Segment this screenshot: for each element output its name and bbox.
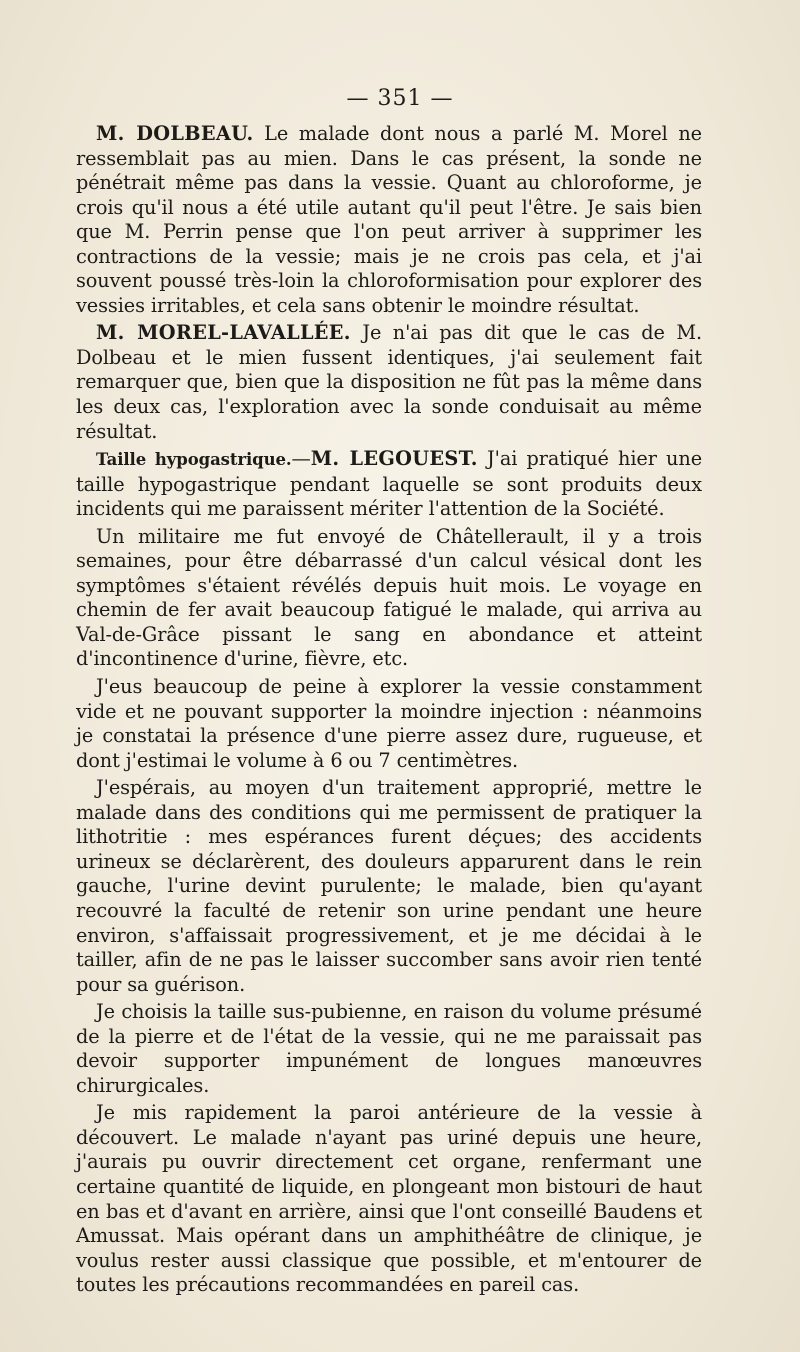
paragraph-operation: Je mis rapidement la paroi antérieure de la vessie à découvert. Le malade n'ayant pas uriné depuis une heure, j'aurais pu ouvrir directement cet organe, renfermant une certaine quantité de liquide, en plongeant mon bistouri de haut en bas et d'avant en arrière, ainsi que l'ont conseillé Baudens et Amussat. Mais opérant dans un amphithéâtre de clinique, je voulus rester aussi classique que possible, et m'entourer de toutes les précautions recommandées en pareil cas.	[76, 1101, 702, 1297]
speaker-name: M. DOLBEAU.	[96, 122, 254, 145]
paragraph-text: J'ai pratiqué hier une taille hypogastrique pendant laquelle se sont produits deux incidents qui me paraissent mériter l'attention de la Société.	[76, 447, 703, 521]
speaker-name: M. MOREL-LAVALLÉE.	[96, 321, 351, 345]
paragraph-exploration: J'eus beaucoup de peine à explorer la vessie constamment vide et ne pouvant supporter la moindre injection : néanmoins je constatai la présence d'une pierre assez dure, rugueuse, et dont j'estimai le volume à 6 ou 7 centimètres.	[76, 675, 702, 772]
paragraph-treatment: J'espérais, au moyen d'un traitement approprié, mettre le malade dans des conditions qui me permissent de pratiquer la lithotritie : mes espérances furent déçues; des accidents urineux se déclarèrent, des douleurs apparurent dans le rein gauche, l'urine devint purulente; le malade, bien qu'ayant recouvré la faculté de retenir son urine pendant une heure environ, s'affaissait progressivement, et je me décidai à le tailler, afin de ne pas le laisser succomber sans avoir rien tenté pour sa guérison.	[76, 776, 702, 996]
paragraph-suprapubic: Je choisis la taille sus-pubienne, en raison du volume présumé de la pierre et de l'état de la vessie, qui ne me paraissait pas devoir supporter impunément de longues manœuvres chirurgicales.	[76, 1000, 702, 1097]
page-number: — 351 —	[346, 86, 454, 111]
page-body	[76, 122, 702, 1298]
paragraph-military-patient: Un militaire me fut envoyé de Châtellerault, il y a trois semaines, pour être débarrassé d'un calcul vésical dont les symptômes s'étaient révélés depuis huit mois. Le voyage en chemin de fer avait beaucoup fatigué le malade, qui arriva au Val-de-Grâce pissant le sang en abondance et atteint d'incontinence d'urine, fièvre, etc.	[76, 524, 702, 671]
paragraph-text: Je n'ai pas dit que le cas de M. Dolbeau et le mien fussent identiques, j'ai seulement fait remarquer que, bien que la disposition ne fût pas la même dans les deux cas, l'exploration avec la sonde conduisait au même résultat.	[76, 321, 703, 443]
paragraph-legouest: Taille hypogastrique.—M. LEGOUEST. J'ai pratiqué hier une taille hypogastrique pendant laquelle se sont produits deux incidents qui me paraissent mériter l'attention de la Société.	[76, 447, 703, 521]
speaker-name: M. LEGOUEST.	[310, 447, 478, 471]
section-rubric: Taille hypogastrique.	[96, 450, 292, 470]
paragraph-text: Le malade dont nous a parlé M. Morel ne ressemblait pas au mien. Dans le cas présent, la sonde ne pénétrait même pas dans la vessie. Quant au chloroforme, je crois qu'il nous a été utile autant qu'il peut l'être. Je sais bien que M. Perrin pense que l'on peut arriver à supprimer les contractions de la vessie; mais je ne crois pas cela, et j'ai souvent poussé très-loin la chloroformisation pour explorer des vessies irritables, et cela sans obtenir le moindre résultat.	[76, 122, 702, 317]
paragraph-dolbeau	[76, 122, 702, 318]
paragraph-morel-lavallee	[76, 321, 702, 444]
